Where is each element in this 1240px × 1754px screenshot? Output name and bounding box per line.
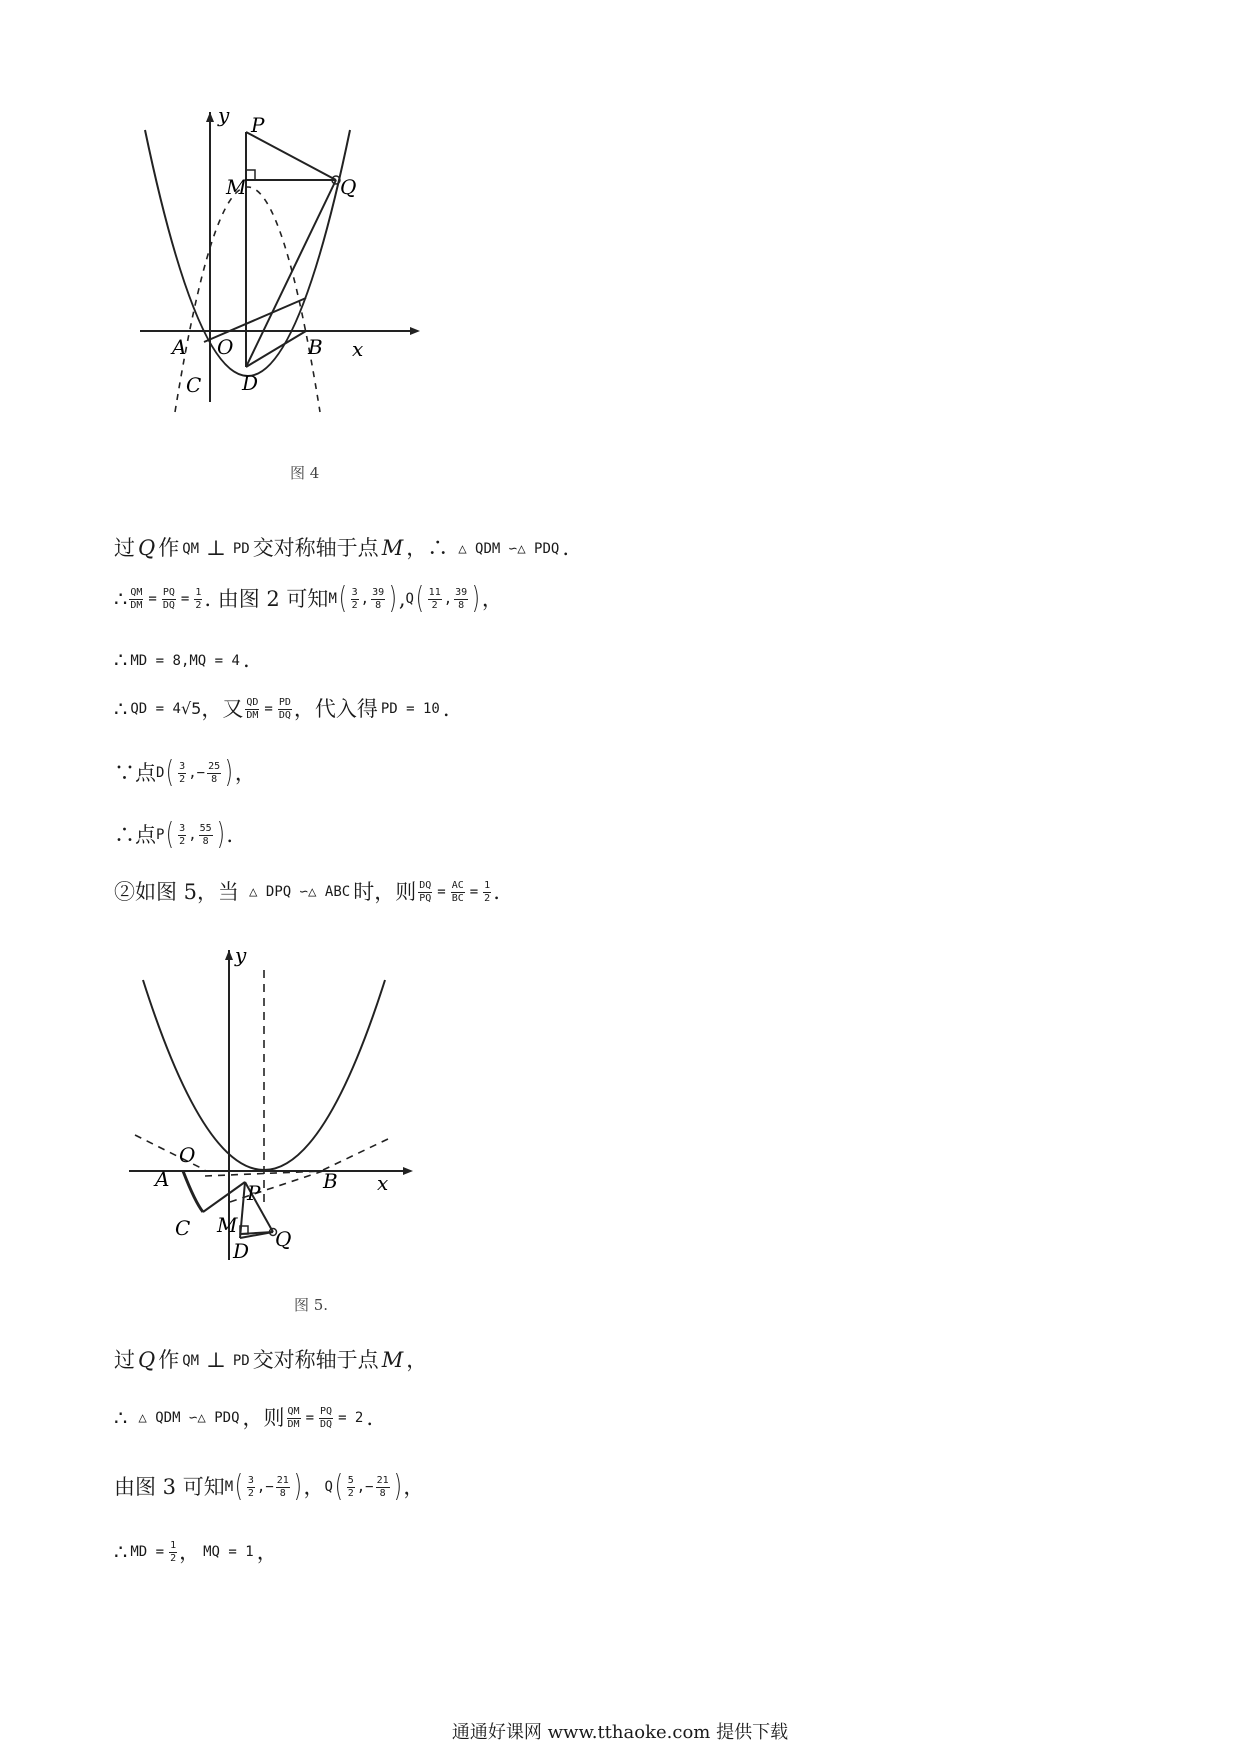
text-line-7: ②如图 5，当 △ DPQ ∽△ ABC 时，则 $\frac{DQ}{PQ}$ = $\frac{AC}{BC}$ = $\frac{1}{2}$ . — [114, 879, 500, 904]
fig5-label-p: P — [247, 1181, 261, 1205]
fig5-label-x: x — [377, 1171, 389, 1195]
fraction: $\frac{PD}{DQ}$ — [278, 697, 291, 721]
fig5-label-m: M — [217, 1213, 238, 1237]
fraction: $\frac{1}{2}$ — [195, 587, 202, 611]
fig5-label-q: Q — [275, 1227, 292, 1251]
fraction: $\frac{PQ}{DQ}$ — [162, 587, 175, 611]
fig5-label-y: y — [235, 950, 247, 967]
point-q: Q ( $\frac{11}{2}$ , $\frac{39}{8}$ ) — [405, 581, 481, 616]
fig4-label-p: P — [251, 113, 265, 137]
figure-4-caption: 图 4 — [290, 464, 320, 482]
fraction: $\frac{1}{2}$ — [170, 1540, 177, 1564]
point-p: P ( $\frac{3}{2}$ , $\frac{55}{8}$ ) — [156, 817, 225, 852]
text-line-4: ∴ QD = 4 √5 ，又 $\frac{QD}{DM}$ = $\frac{PD}{DQ}$ ，代入得 PD = 10 . — [114, 696, 450, 721]
fig4-label-x: x — [352, 337, 364, 361]
figure-4 — [130, 112, 430, 472]
point-d: D ( $\frac{3}{2}$ , − $\frac{25}{8}$ ) — [156, 755, 234, 790]
fraction: $\frac{AC}{BC}$ — [451, 880, 464, 904]
fig4-label-b: B — [308, 335, 323, 359]
fig5-label-a: A — [155, 1167, 170, 1191]
text-line-10: 由图 3 可知 M ( $\frac{3}{2}$ ,− $\frac{21}{8}$ ) ， Q ( $\frac{5}{2}$ ,− $\frac{21}{8}$ ) ， — [114, 1469, 425, 1504]
fraction: $\frac{QM}{DM}$ — [130, 587, 143, 611]
text-line-9: ∴ △ QDM ∽△ PDQ ，则 $\frac{QM}{DM}$ = $\frac{PQ}{DQ}$ = 2 . — [114, 1405, 374, 1430]
fig5-label-d: D — [233, 1239, 250, 1263]
fraction: $\frac{QM}{DM}$ — [287, 1406, 300, 1430]
fig4-label-c: C — [186, 373, 202, 397]
point-m: M ( $\frac{3}{2}$ , $\frac{39}{8}$ ) — [328, 581, 398, 616]
fig5-label-o: O — [179, 1143, 196, 1167]
text-line-11: ∴ MD = $\frac{1}{2}$ ， MQ = 1 ， — [114, 1539, 278, 1564]
fig4-label-a: A — [172, 335, 187, 359]
point-q: Q ( $\frac{5}{2}$ ,− $\frac{21}{8}$ ) — [324, 1469, 402, 1504]
text-line-6: ∴点 P ( $\frac{3}{2}$ , $\frac{55}{8}$ ) . — [114, 817, 234, 852]
fraction: $\frac{1}{2}$ — [484, 880, 491, 904]
text-line-1: 过 Q 作 QM ⊥ PD 交对称轴于点 M ，∴ △ QDM ∽△ PDQ . — [114, 536, 570, 560]
fig5-label-c: C — [175, 1216, 191, 1240]
text-line-5: ∵点 D ( $\frac{3}{2}$ , − $\frac{25}{8}$ ) ， — [114, 755, 256, 790]
page-footer: 通通好课网 www.tthaoke.com 提供下载 — [451, 1722, 789, 1743]
text-line-2: ∴ $\frac{QM}{DM}$ = $\frac{PQ}{DQ}$ = $\frac{1}{2}$ . 由图 2 可知 M ( $\frac{3}{2}$ , $\frac{39}{8}$ ) , Q ( $\frac{11}{2}$ , $\frac{39}{8}$ ) ， — [114, 581, 503, 616]
fraction: $\frac{QD}{DM}$ — [246, 697, 259, 721]
fig4-label-q: Q — [340, 175, 357, 199]
figure-5-caption: 图 5. — [294, 1296, 329, 1314]
fig5-label-b: B — [323, 1169, 338, 1193]
fraction: $\frac{DQ}{PQ}$ — [419, 880, 432, 904]
figure-5 — [125, 950, 415, 1270]
fig4-label-o: O — [217, 335, 234, 359]
text-line-3: ∴ MD = 8,MQ = 4 . — [114, 648, 250, 672]
text-line-8: 过 Q 作 QM ⊥ PD 交对称轴于点 M ， — [114, 1348, 428, 1372]
fig4-label-d: D — [242, 371, 259, 395]
fig4-label-y: y — [218, 112, 230, 127]
point-m: M ( $\frac{3}{2}$ ,− $\frac{21}{8}$ ) — [224, 1469, 302, 1504]
fig4-label-m: M — [226, 175, 247, 199]
fraction: $\frac{PQ}{DQ}$ — [320, 1406, 333, 1430]
